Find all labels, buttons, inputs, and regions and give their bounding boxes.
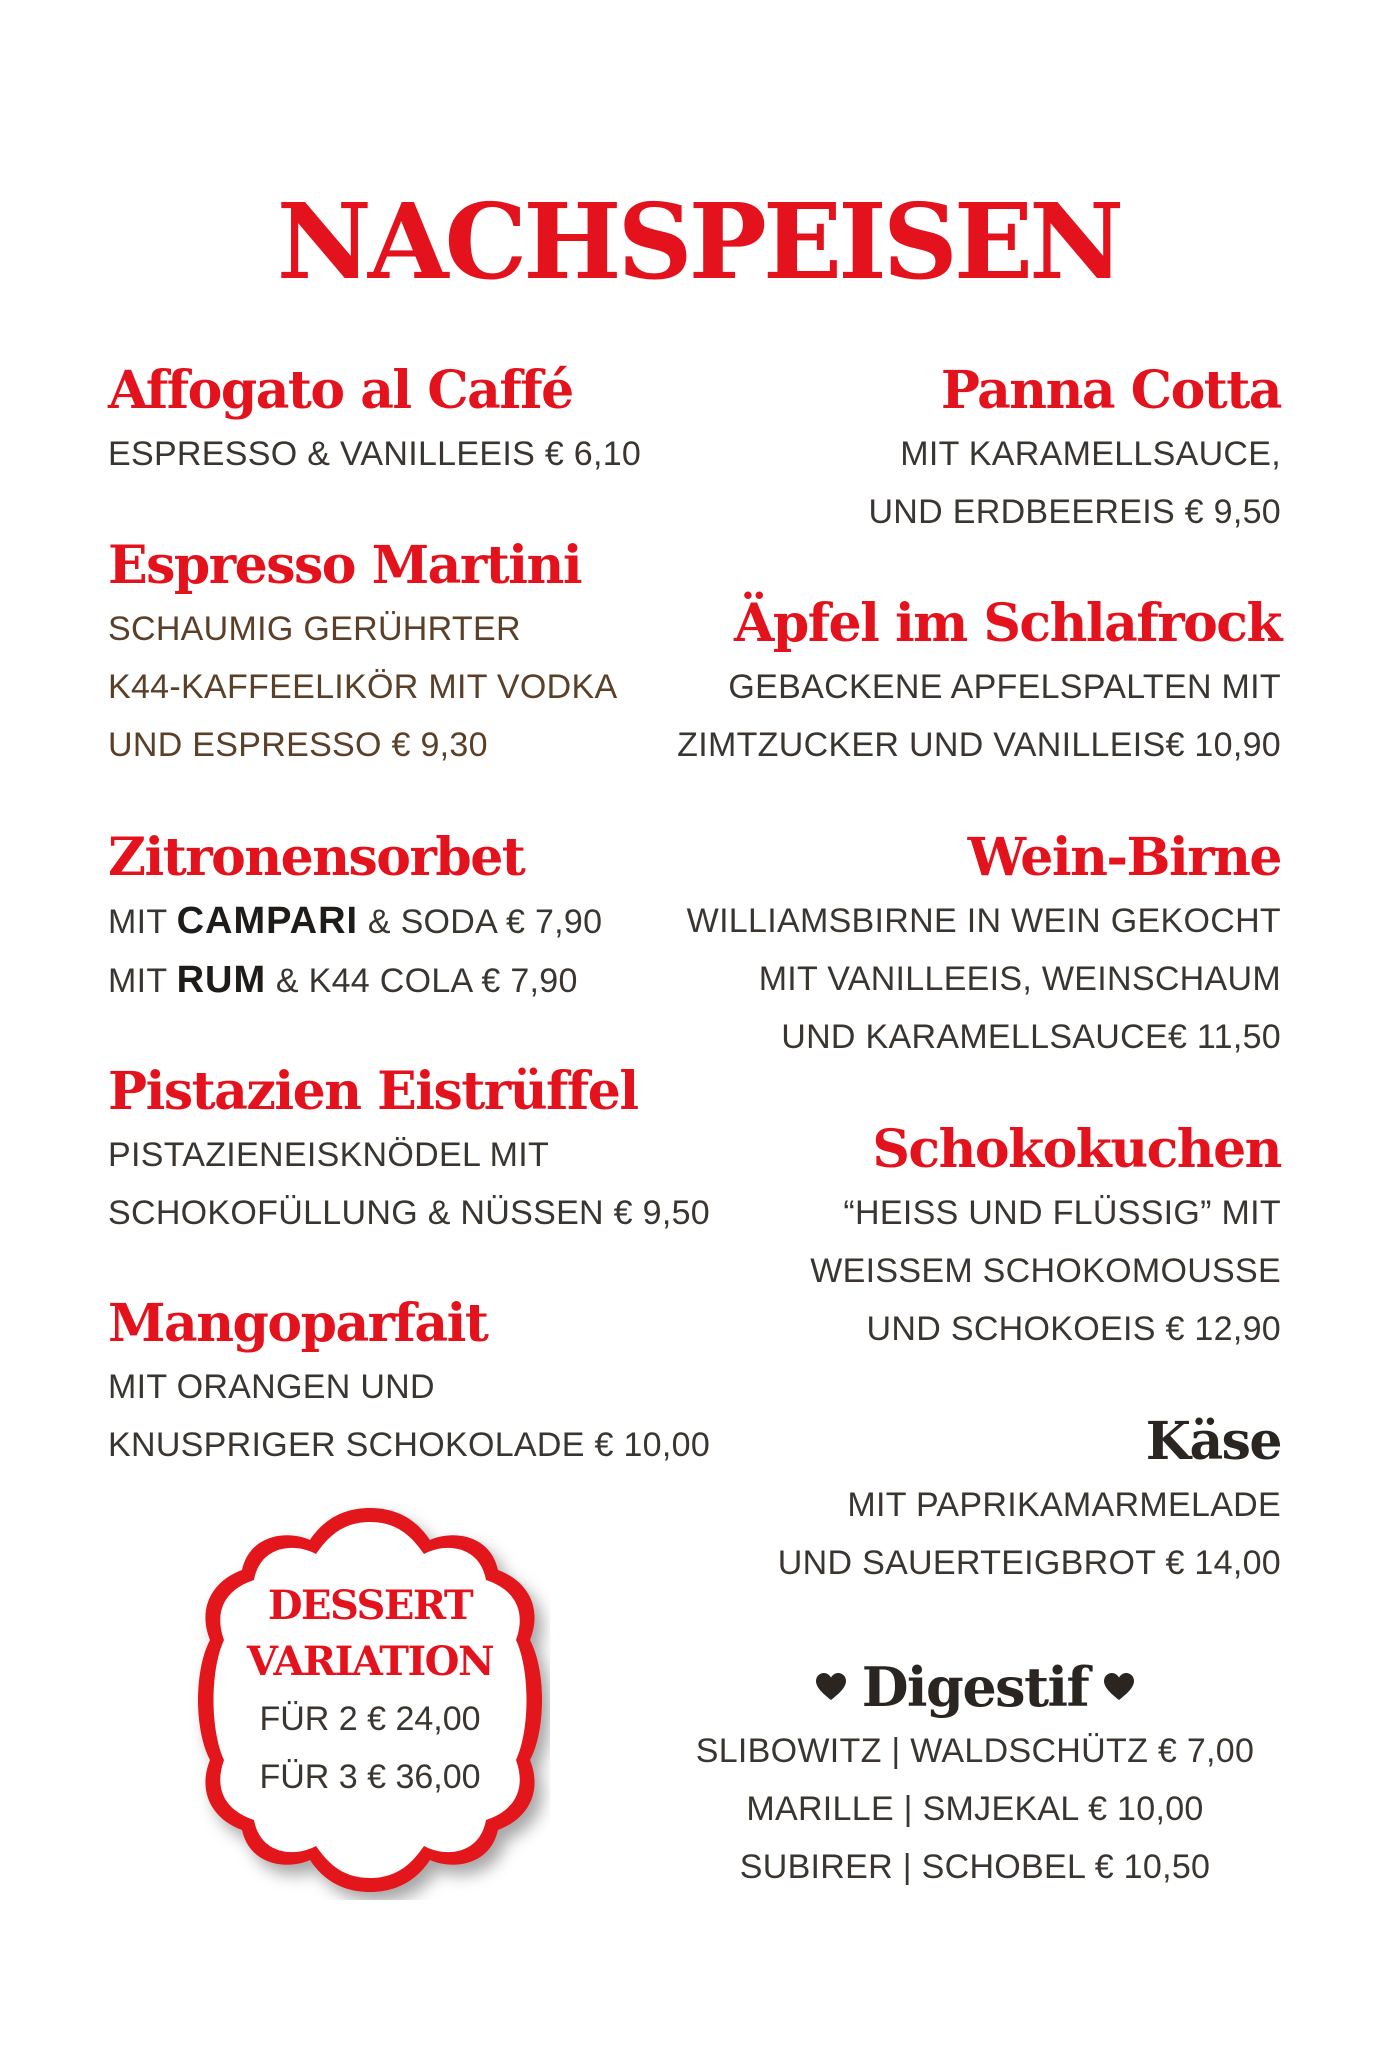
item-description: UND SAUERTEIGBROT € 14,00 — [777, 1544, 1281, 1582]
item-description: ZIMTZUCKER UND VANILLEIS€ 10,90 — [677, 726, 1281, 764]
menu-item-schokokuchen — [581, 1119, 1281, 1358]
line-highlight: RUM — [176, 959, 267, 1001]
item-description: WILLIAMSBIRNE IN WEIN GEKOCHT — [686, 902, 1281, 940]
menu-item-panna-cotta — [581, 360, 1281, 541]
item-name: Panna Cotta — [940, 360, 1281, 421]
menu-item-kaese — [581, 1411, 1281, 1592]
item-description: PISTAZIENEISKNÖDEL MIT — [108, 1136, 550, 1174]
menu-item-wein-birne — [581, 827, 1281, 1066]
item-name: Wein-Birne — [967, 827, 1281, 888]
badge-price-2: FÜR 2 € 24,00 — [259, 1700, 481, 1738]
item-description: MIT ORANGEN UND — [108, 1368, 435, 1406]
item-description: ESPRESSO & VANILLEEIS € 6,10 — [108, 435, 642, 473]
badge-title-line1: DESSERT — [267, 1582, 473, 1629]
item-description: GEBACKENE APFELSPALTEN MIT — [728, 668, 1281, 706]
item-name: Käse — [1145, 1411, 1281, 1472]
item-description: K44-KAFFEELIKÖR MIT VODKA — [108, 668, 618, 706]
item-name: Äpfel im Schlafrock — [733, 593, 1281, 654]
item-description: UND ERDBEEREIS € 9,50 — [868, 493, 1281, 531]
item-name: Mangoparfait — [108, 1293, 488, 1354]
item-description: UND ESPRESSO € 9,30 — [108, 726, 488, 764]
dessert-variation-badge — [190, 1500, 550, 1900]
badge-title-line2: VARIATION — [246, 1638, 494, 1685]
digestif-title: Digestif — [861, 1655, 1089, 1719]
line-prefix: MIT — [108, 903, 177, 941]
digestif-heading — [816, 1655, 1135, 1719]
item-name: Affogato al Caffé — [108, 360, 573, 421]
digestif-line: SUBIRER | SCHOBEL € 10,50 — [739, 1848, 1211, 1886]
page-title: NACHSPEISEN — [276, 180, 1121, 303]
badge-price-3: FÜR 3 € 36,00 — [259, 1758, 481, 1796]
heart-icon — [816, 1673, 846, 1701]
item-description: MIT KARAMELLSAUCE, — [900, 435, 1281, 473]
item-description: SCHOKOFÜLLUNG & NÜSSEN € 9,50 — [108, 1194, 710, 1232]
item-description: MIT VANILLEEIS, WEINSCHAUM — [758, 960, 1281, 998]
heart-icon — [1104, 1673, 1134, 1701]
item-description: WEISSEM SCHOKOMOUSSE — [810, 1252, 1281, 1290]
item-description: “HEISS UND FLÜSSIG” MIT — [843, 1194, 1281, 1232]
menu-item-aepfel — [581, 593, 1281, 774]
line-highlight: CAMPARI — [176, 900, 359, 942]
item-name: Schokokuchen — [872, 1119, 1281, 1180]
item-name: Espresso Martini — [108, 535, 582, 596]
item-description: KNUSPRIGER SCHOKOLADE € 10,00 — [108, 1426, 711, 1464]
digestif-section — [640, 1655, 1310, 1896]
item-description: SCHAUMIG GERÜHRTER — [108, 610, 521, 648]
item-name: Pistazien Eistrüffel — [108, 1061, 638, 1122]
digestif-line: MARILLE | SMJEKAL € 10,00 — [746, 1790, 1204, 1828]
digestif-line: SLIBOWITZ | WALDSCHÜTZ € 7,00 — [695, 1732, 1255, 1770]
line-suffix: & SODA € 7,90 — [358, 903, 603, 941]
line-prefix: MIT — [108, 962, 177, 1000]
item-name: Zitronensorbet — [108, 827, 525, 888]
line-suffix: & K44 COLA € 7,90 — [266, 962, 578, 1000]
item-description: UND KARAMELLSAUCE€ 11,50 — [781, 1018, 1281, 1056]
item-description: UND SCHOKOEIS € 12,90 — [866, 1310, 1281, 1348]
item-description: MIT PAPRIKAMARMELADE — [847, 1486, 1281, 1524]
